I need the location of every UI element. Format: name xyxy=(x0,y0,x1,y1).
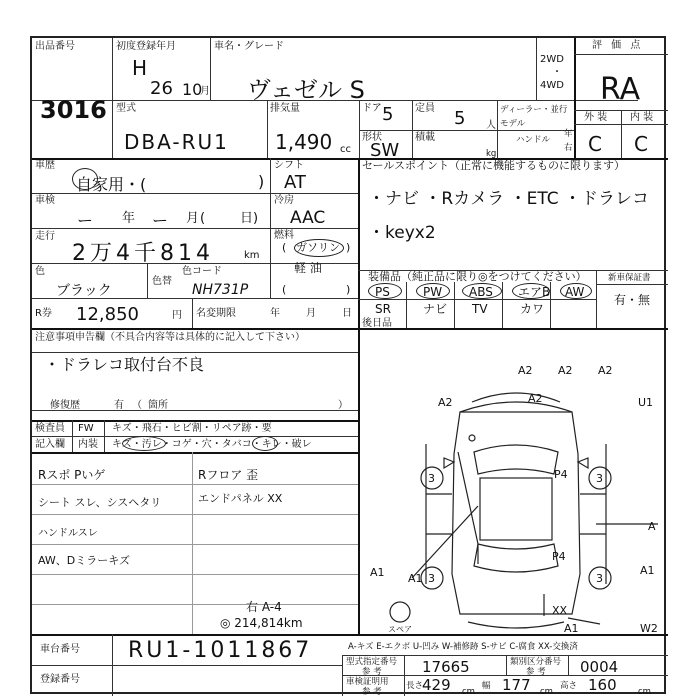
equipment-label: 装備品（純正品に限り◎をつけてください） xyxy=(368,270,587,283)
width-unit: cm xyxy=(540,687,553,697)
grid-line xyxy=(358,299,596,300)
remark-left-2: シート スレ、シスヘタリ xyxy=(38,496,162,509)
notes-value: ・ドラレコ取付台不良 xyxy=(44,355,205,374)
remark-mileage-1: 右 A-4 xyxy=(246,600,282,614)
grid-line xyxy=(32,452,358,454)
grid-line xyxy=(536,38,537,100)
displacement-value: 1,490 xyxy=(275,130,333,154)
grid-line xyxy=(104,420,105,452)
windshield xyxy=(474,445,558,474)
mark-a2-left: A2 xyxy=(438,396,453,409)
mark-a1-rear: A1 xyxy=(564,622,579,634)
equip-aw-circle xyxy=(560,283,592,299)
grid-line xyxy=(267,100,268,158)
equip-ps-circle xyxy=(368,283,402,299)
inspection-year: 年 xyxy=(122,211,136,226)
inspection-dash1: ー xyxy=(77,211,94,230)
history-value: 自家用・( xyxy=(76,175,147,194)
mark-u1: U1 xyxy=(638,396,654,409)
handle-right: 右 xyxy=(564,143,573,153)
equip-sr: SR xyxy=(375,302,391,316)
remark-right-1: Rフロア 歪 xyxy=(198,468,259,482)
mark-a-side: A xyxy=(648,520,656,533)
grid-line xyxy=(32,604,358,605)
grid-line xyxy=(506,655,507,675)
grid-line xyxy=(568,655,569,675)
height-label: 高さ xyxy=(560,681,578,691)
rear-window xyxy=(474,544,558,572)
entry-circle-tobacco xyxy=(252,436,278,451)
equip-tv: TV xyxy=(472,302,488,316)
pointer-line xyxy=(458,452,478,564)
chassis-value: RU1-1011867 xyxy=(128,638,313,663)
model-value: DBA-RU1 xyxy=(124,130,229,154)
fuel-close: ) xyxy=(346,241,351,254)
car-diagram xyxy=(368,334,664,634)
inspector-label: 検査員 xyxy=(35,423,65,434)
shape-label: 形状 xyxy=(362,132,382,143)
shift-label: シフト xyxy=(274,160,304,171)
inspection-dash2: ー xyxy=(152,211,169,230)
left-doors xyxy=(426,494,452,534)
mark-3-fl: 3 xyxy=(428,472,435,485)
legend: A-キズ E-エクボ U-凹み W-補修跡 S-サビ C-腐食 XX-交換済 xyxy=(348,642,578,652)
grid-line xyxy=(192,452,193,634)
shape-value: SW xyxy=(370,140,400,161)
category-sub: 参 考 xyxy=(526,667,546,677)
auction-sheet xyxy=(30,36,666,697)
warranty-value: 有・無 xyxy=(614,293,651,307)
recycle-label: R券 xyxy=(35,308,52,319)
mark-3-rr: 3 xyxy=(596,572,603,585)
rear-bumper xyxy=(468,622,564,628)
mark-a1-right: A1 xyxy=(640,564,655,577)
designation-sub: 参 考 xyxy=(362,667,382,677)
grid-line xyxy=(32,574,358,575)
grade-value: RA xyxy=(600,72,641,107)
history-circle xyxy=(72,168,98,190)
right-doors xyxy=(580,494,606,534)
fuel-open: ( xyxy=(282,241,287,254)
grid-line xyxy=(502,282,503,328)
notes-label: 注意事項申告欄（不具合内容等は具体的に記入して下さい） xyxy=(35,332,305,343)
name-change-day: 日 xyxy=(342,308,352,319)
inspection-label: 車検 xyxy=(35,195,55,206)
equip-abs: ABS xyxy=(469,285,493,299)
rear-seat-label: 後日品 xyxy=(362,318,392,329)
handle-label: ハンドル xyxy=(516,135,551,145)
first-reg-era: H xyxy=(132,56,148,80)
inspection-month: 月 xyxy=(186,211,200,226)
mileage-unit: km xyxy=(244,250,260,261)
length-label: 長さ xyxy=(406,681,424,691)
repair-label: 修復歴 xyxy=(50,400,80,411)
grid-line xyxy=(359,130,574,131)
drive-2wd: 2WD xyxy=(540,54,564,65)
pointer-line xyxy=(412,506,478,578)
equip-pw: PW xyxy=(423,285,443,299)
equip-pw-circle xyxy=(416,283,450,299)
load-unit: kg xyxy=(486,149,497,159)
first-reg-label: 初度登録年月 xyxy=(116,41,176,52)
load-label: 積載 xyxy=(415,132,435,143)
equip-navi: ナビ xyxy=(423,302,448,316)
dimensions-label: 車検証明用 xyxy=(346,677,389,687)
grid-line xyxy=(32,410,358,411)
grid-line xyxy=(497,100,498,158)
repair-unit: 箇所 xyxy=(148,400,168,411)
mark-spare: スペア xyxy=(388,625,412,634)
equip-airbag: エアB xyxy=(518,285,551,299)
entry-circle-stain xyxy=(122,436,166,451)
mark-a1-left: A1 xyxy=(408,572,423,585)
grid-line xyxy=(32,634,668,636)
designation-value: 17665 xyxy=(422,658,470,676)
width-value: 177 xyxy=(502,676,531,694)
inspector-fw: FW xyxy=(78,423,94,434)
spare-tire xyxy=(390,602,410,622)
remark-left-1: Rスポ Pいゲ xyxy=(38,468,106,482)
capacity-unit: 人 xyxy=(486,120,496,131)
equip-abs-circle xyxy=(462,283,502,299)
grid-line xyxy=(32,328,668,330)
category-label: 類別区分番号 xyxy=(510,657,562,667)
mirrors xyxy=(444,458,588,468)
remark-left-3: ハンドルスレ xyxy=(38,528,98,539)
width-label: 幅 xyxy=(482,681,491,691)
grid-line xyxy=(112,634,113,696)
first-reg-month-unit: 月 xyxy=(200,86,210,97)
name-change-month: 月 xyxy=(306,308,316,319)
dealer-label: ディーラー・並行 xyxy=(500,105,568,115)
mark-3-rl: 3 xyxy=(428,572,435,585)
lot-number: 3016 xyxy=(40,96,107,124)
recycle-unit: 円 xyxy=(172,310,182,321)
length-value: 429 xyxy=(422,676,451,694)
equip-ps: PS xyxy=(375,285,390,299)
remark-right-2: エンドパネル XX xyxy=(198,492,283,505)
height-value: 160 xyxy=(588,676,617,694)
color-label: 色 xyxy=(35,266,45,277)
grid-line xyxy=(412,100,413,158)
mark-3-fr: 3 xyxy=(596,472,603,485)
remark-left-4: AW、Dミラーキズ xyxy=(38,554,131,567)
mark-a2-front-1: A2 xyxy=(518,364,533,377)
history-close: ) xyxy=(258,172,265,191)
repair-close: ） xyxy=(338,400,348,411)
fuel-close2: ) xyxy=(346,283,351,296)
grid-line xyxy=(359,100,360,158)
grid-line xyxy=(72,420,73,452)
lot-label: 出品番号 xyxy=(35,41,75,52)
first-reg-year: 26 xyxy=(150,78,173,99)
shift-value: AT xyxy=(284,172,306,193)
entry-interior: 内装 xyxy=(78,439,98,450)
front-bumper xyxy=(472,393,560,402)
grid-line xyxy=(32,436,358,437)
chassis-label: 車台番号 xyxy=(40,644,80,655)
grid-line xyxy=(596,284,668,285)
first-reg-month: 10 xyxy=(182,80,203,99)
height-unit: cm xyxy=(638,687,651,697)
dimensions-sub: 参 考 xyxy=(362,687,382,697)
cooling-label: 冷房 xyxy=(274,195,294,206)
model-year-unit: 年 xyxy=(564,129,573,139)
mark-a2-front-2: A2 xyxy=(558,364,573,377)
selling-points-label: セールスポイント（正常に機能するものに限ります） xyxy=(362,159,626,172)
mark-p4-roof: P4 xyxy=(554,468,568,481)
mark-xx: XX xyxy=(552,604,568,617)
grid-line xyxy=(210,38,211,100)
repair-open: （ xyxy=(132,400,142,411)
drive-dot: ・ xyxy=(552,67,562,78)
capacity-label: 定員 xyxy=(415,103,435,114)
selling-points-line1: ・ナビ ・Rカメラ ・ETC ・ドラレコ xyxy=(368,189,650,209)
doors-label: ドア xyxy=(362,103,382,114)
grid-line xyxy=(32,514,358,515)
wheel-marker xyxy=(469,435,475,441)
mark-a2-front-3: A2 xyxy=(598,364,613,377)
fuel-circle xyxy=(294,239,344,257)
grid-line xyxy=(574,38,576,158)
car-name-value: ヴェゼル S xyxy=(247,76,365,104)
registration-label: 登録番号 xyxy=(40,674,80,685)
inspector-items: キズ・飛石・ヒビ割・リペア跡・要 xyxy=(112,423,272,434)
grid-line xyxy=(406,282,407,328)
roof xyxy=(480,478,552,540)
color-code-label: 色コード xyxy=(182,266,222,277)
car-name-label: 車名・グレード xyxy=(214,41,284,52)
fuel-open2: ( xyxy=(282,283,287,296)
fuel-gasoline: ガソリン xyxy=(296,241,340,254)
capacity-value: 5 xyxy=(454,108,466,129)
length-unit: cm xyxy=(462,687,475,697)
model-label: 型式 xyxy=(116,103,136,114)
equip-aw: AW xyxy=(565,285,585,299)
grid-line xyxy=(574,54,668,55)
inspection-day-open: ( xyxy=(200,211,206,226)
mileage-label: 走行 xyxy=(35,231,55,242)
grid-line xyxy=(454,282,455,328)
doors-value: 5 xyxy=(382,104,394,125)
interior-grade: C xyxy=(634,132,648,156)
mark-p4-rear: P4 xyxy=(552,550,566,563)
model-year-label: モデル xyxy=(500,119,526,129)
exterior-grade: C xyxy=(588,132,602,156)
displacement-label: 排気量 xyxy=(270,103,300,114)
grid-line xyxy=(358,328,360,634)
repair-has: 有 xyxy=(114,400,124,411)
warranty-label: 新車保証書 xyxy=(608,273,651,283)
exterior-label: 外 装 xyxy=(584,112,608,123)
drive-4wd: 4WD xyxy=(540,80,564,91)
grid-line xyxy=(621,110,622,158)
mark-a1-far-left: A1 xyxy=(370,566,385,579)
interior-label: 内 装 xyxy=(630,112,654,123)
color-code: NH731P xyxy=(192,282,249,298)
inspection-day: 日) xyxy=(240,211,259,226)
grid-line xyxy=(112,38,113,158)
fuel-diesel: 軽 油 xyxy=(294,261,322,275)
fuel-label: 燃料 xyxy=(274,230,294,241)
name-change-label: 名変期限 xyxy=(196,308,236,319)
grid-line xyxy=(147,263,148,298)
entry-items: キズ・汚レ・コゲ・穴・タバコ・キレ・破レ xyxy=(112,439,312,450)
color-change-label: 色替 xyxy=(152,276,172,287)
name-change-year: 年 xyxy=(270,308,280,319)
cooling-value: AAC xyxy=(290,208,326,228)
equip-leather: カワ xyxy=(520,302,545,316)
history-label: 車歴 xyxy=(35,160,55,171)
remark-mileage-2: ◎ 214,814km xyxy=(220,616,303,630)
selling-points-line2: ・keyx2 xyxy=(368,223,436,243)
grid-line xyxy=(32,484,358,485)
mark-a2-hood: A2 xyxy=(528,392,543,405)
recycle-value: 12,850 xyxy=(76,304,139,325)
equip-airbag-circle xyxy=(512,283,550,299)
category-value: 0004 xyxy=(580,658,619,676)
mark-w2: W2 xyxy=(640,622,658,634)
color-value: ブラック xyxy=(56,283,112,299)
grid-line xyxy=(32,665,342,666)
hood-edge xyxy=(460,402,572,412)
designation-label: 型式指定番号 xyxy=(346,657,398,667)
grid-line xyxy=(404,655,405,696)
grade-label: 評 価 点 xyxy=(592,40,644,51)
grid-line xyxy=(192,306,193,328)
displacement-unit: cc xyxy=(340,144,351,155)
grid-line xyxy=(32,544,358,545)
mileage-value: 2万4千814 xyxy=(72,241,214,266)
grid-line xyxy=(32,420,358,422)
entry-label: 記入欄 xyxy=(35,439,65,450)
grid-line xyxy=(596,270,597,328)
